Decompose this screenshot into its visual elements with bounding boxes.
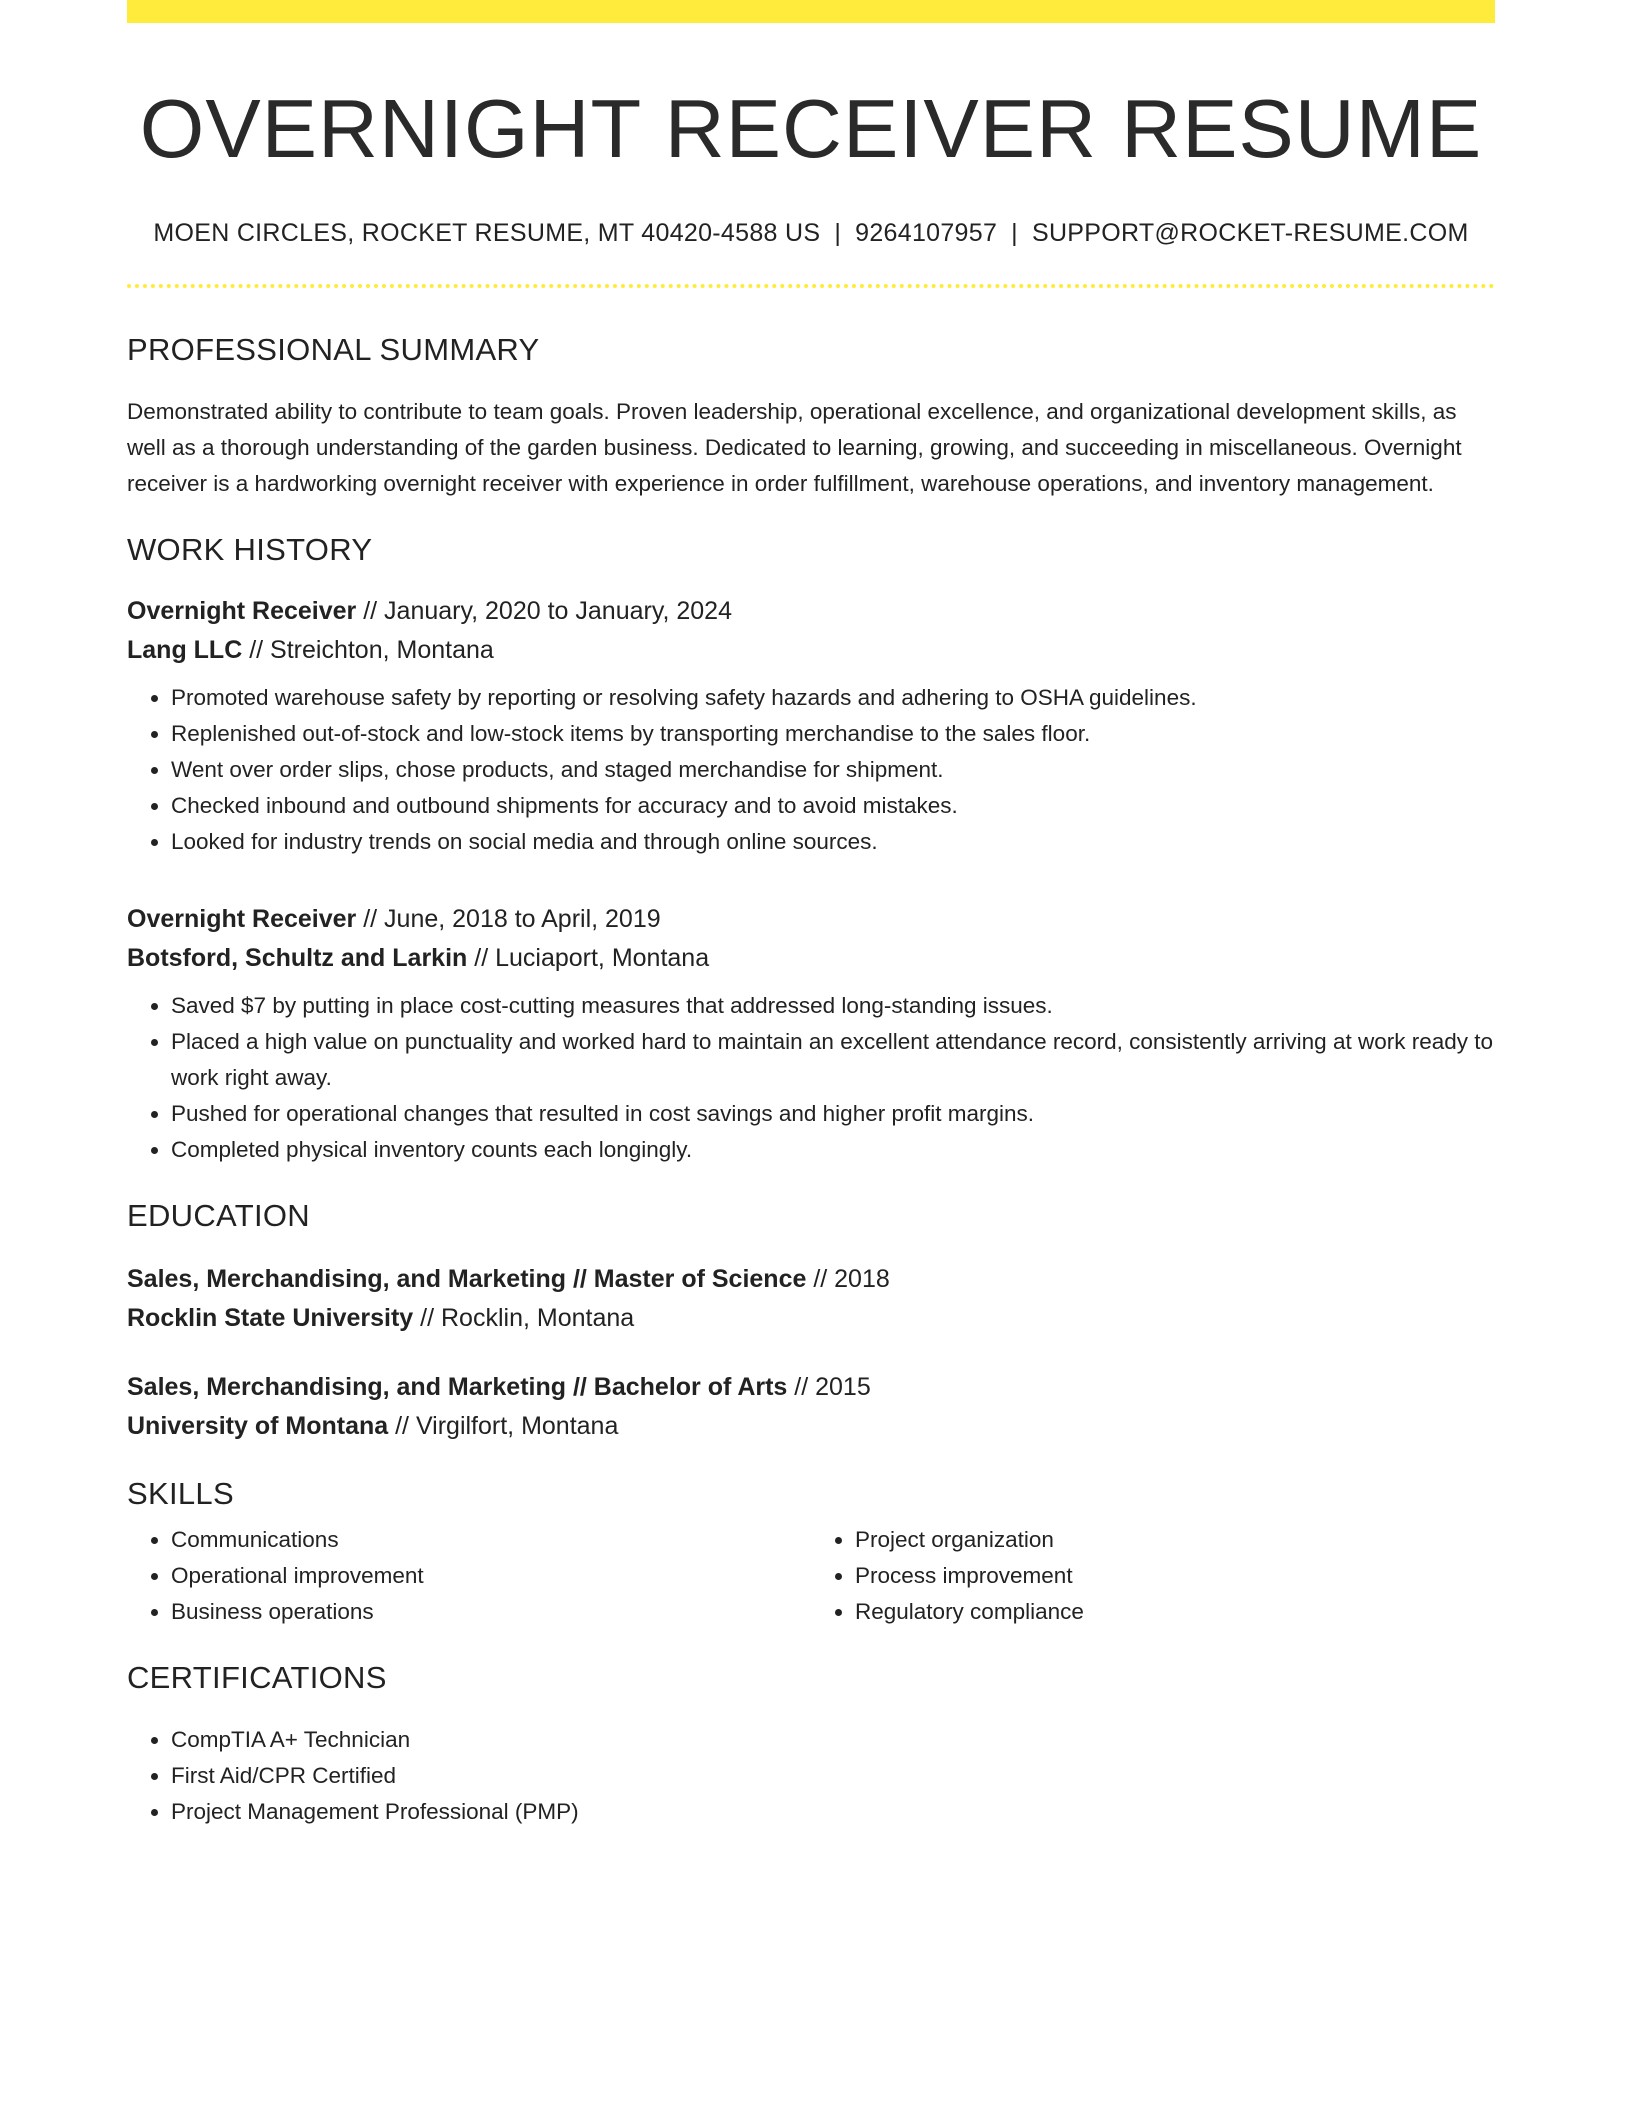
education-location: // Virgilfort, Montana bbox=[388, 1411, 619, 1440]
job-title-line bbox=[127, 900, 1495, 939]
certifications-list bbox=[127, 1722, 1495, 1830]
list-item: • Project Management Professional (PMP) bbox=[171, 1794, 1495, 1830]
job-title: Overnight Receiver bbox=[127, 904, 357, 933]
education-section bbox=[127, 1198, 1495, 1446]
job-dates: // June, 2018 to April, 2019 bbox=[356, 904, 661, 933]
resume-page bbox=[127, 0, 1495, 1830]
job-company-line bbox=[127, 631, 1495, 670]
list-item: • CompTIA A+ Technician bbox=[171, 1722, 1495, 1758]
contact-phone: 9264107957 bbox=[855, 218, 998, 247]
education-degree: Sales, Merchandising, and Marketing // Bachelor of Arts bbox=[127, 1372, 788, 1401]
job-company-line bbox=[127, 939, 1495, 978]
education-year: // 2015 bbox=[787, 1372, 871, 1401]
education-school-line bbox=[127, 1299, 1495, 1338]
job-entry bbox=[127, 900, 1495, 1168]
education-heading: EDUCATION bbox=[127, 1197, 310, 1233]
certifications-section bbox=[127, 1660, 1495, 1830]
list-item: • Replenished out-of-stock and low-stock items by transporting merchandise to the sales floor. bbox=[171, 716, 1495, 752]
list-item: • Promoted warehouse safety by reporting or resolving safety hazards and adhering to OSHA guidelines. bbox=[171, 680, 1495, 716]
list-item: • Operational improvement bbox=[171, 1558, 811, 1594]
work-section bbox=[127, 532, 1495, 1168]
page-title: OVERNIGHT RECEIVER RESUME bbox=[139, 82, 1483, 175]
certifications-heading: CERTIFICATIONS bbox=[127, 1659, 387, 1695]
education-school: Rocklin State University bbox=[127, 1303, 414, 1332]
skills-heading: SKILLS bbox=[127, 1475, 234, 1511]
list-item: • Communications bbox=[171, 1522, 811, 1558]
list-item: • Looked for industry trends on social media and through online sources. bbox=[171, 824, 1495, 860]
job-location: // Luciaport, Montana bbox=[467, 943, 710, 972]
list-item: • Business operations bbox=[171, 1594, 811, 1630]
list-item: • Checked inbound and outbound shipments for accuracy and to avoid mistakes. bbox=[171, 788, 1495, 824]
summary-text: Demonstrated ability to contribute to team goals. Proven leadership, operational excellence, and organizational development skills, as well as a thorough understanding of the garden business. Dedicated to learning, growing, and succeeding in miscellaneous. Overnight receiver is a hardworking overnight receiver with experience in order fulfillment, warehouse operations, and inventory management. bbox=[127, 398, 1462, 496]
job-location: // Streichton, Montana bbox=[242, 635, 494, 664]
job-title-line bbox=[127, 592, 1495, 631]
list-item: • Pushed for operational changes that resulted in cost savings and higher profit margins. bbox=[171, 1096, 1495, 1132]
top-accent-bar bbox=[127, 0, 1495, 23]
job-title: Overnight Receiver bbox=[127, 596, 357, 625]
job-bullets bbox=[127, 988, 1495, 1168]
education-degree: Sales, Merchandising, and Marketing // Master of Science bbox=[127, 1264, 807, 1293]
list-item: • Placed a high value on punctuality and worked hard to maintain an excellent attendance record, consistently arriving at work ready to work right away. bbox=[171, 1024, 1495, 1096]
contact-separator: | bbox=[834, 218, 842, 247]
summary-heading: PROFESSIONAL SUMMARY bbox=[127, 331, 540, 367]
education-entry bbox=[127, 1368, 1495, 1446]
contact-address: MOEN CIRCLES, ROCKET RESUME, MT 40420-4588 US bbox=[153, 218, 821, 247]
job-dates: // January, 2020 to January, 2024 bbox=[356, 596, 732, 625]
work-heading: WORK HISTORY bbox=[127, 531, 373, 567]
skills-grid bbox=[127, 1522, 1495, 1630]
skills-list-left bbox=[127, 1522, 811, 1630]
education-school-line bbox=[127, 1407, 1495, 1446]
job-company: Lang LLC bbox=[127, 635, 243, 664]
education-year: // 2018 bbox=[806, 1264, 890, 1293]
job-company: Botsford, Schultz and Larkin bbox=[127, 943, 468, 972]
skills-section bbox=[127, 1476, 1495, 1630]
list-item: • Project organization bbox=[855, 1522, 1495, 1558]
contact-email: SUPPORT@ROCKET-RESUME.COM bbox=[1031, 218, 1469, 247]
education-school: University of Montana bbox=[127, 1411, 389, 1440]
list-item: • Completed physical inventory counts each longingly. bbox=[171, 1132, 1495, 1168]
education-degree-line bbox=[127, 1260, 1495, 1299]
contact-separator: | bbox=[1011, 218, 1018, 247]
job-entry bbox=[127, 592, 1495, 860]
contact-line bbox=[127, 219, 1495, 248]
list-item: • Process improvement bbox=[855, 1558, 1495, 1594]
education-entry bbox=[127, 1260, 1495, 1338]
list-item: • First Aid/CPR Certified bbox=[171, 1758, 1495, 1794]
list-item: • Went over order slips, chose products, and staged merchandise for shipment. bbox=[171, 752, 1495, 788]
skills-list-right bbox=[811, 1522, 1495, 1630]
list-item: • Saved $7 by putting in place cost-cutting measures that addressed long-standing issues. bbox=[171, 988, 1495, 1024]
job-bullets bbox=[127, 680, 1495, 860]
dotted-divider bbox=[127, 284, 1495, 288]
education-location: // Rocklin, Montana bbox=[413, 1303, 635, 1332]
list-item: • Regulatory compliance bbox=[855, 1594, 1495, 1630]
education-degree-line bbox=[127, 1368, 1495, 1407]
summary-section bbox=[127, 332, 1495, 502]
